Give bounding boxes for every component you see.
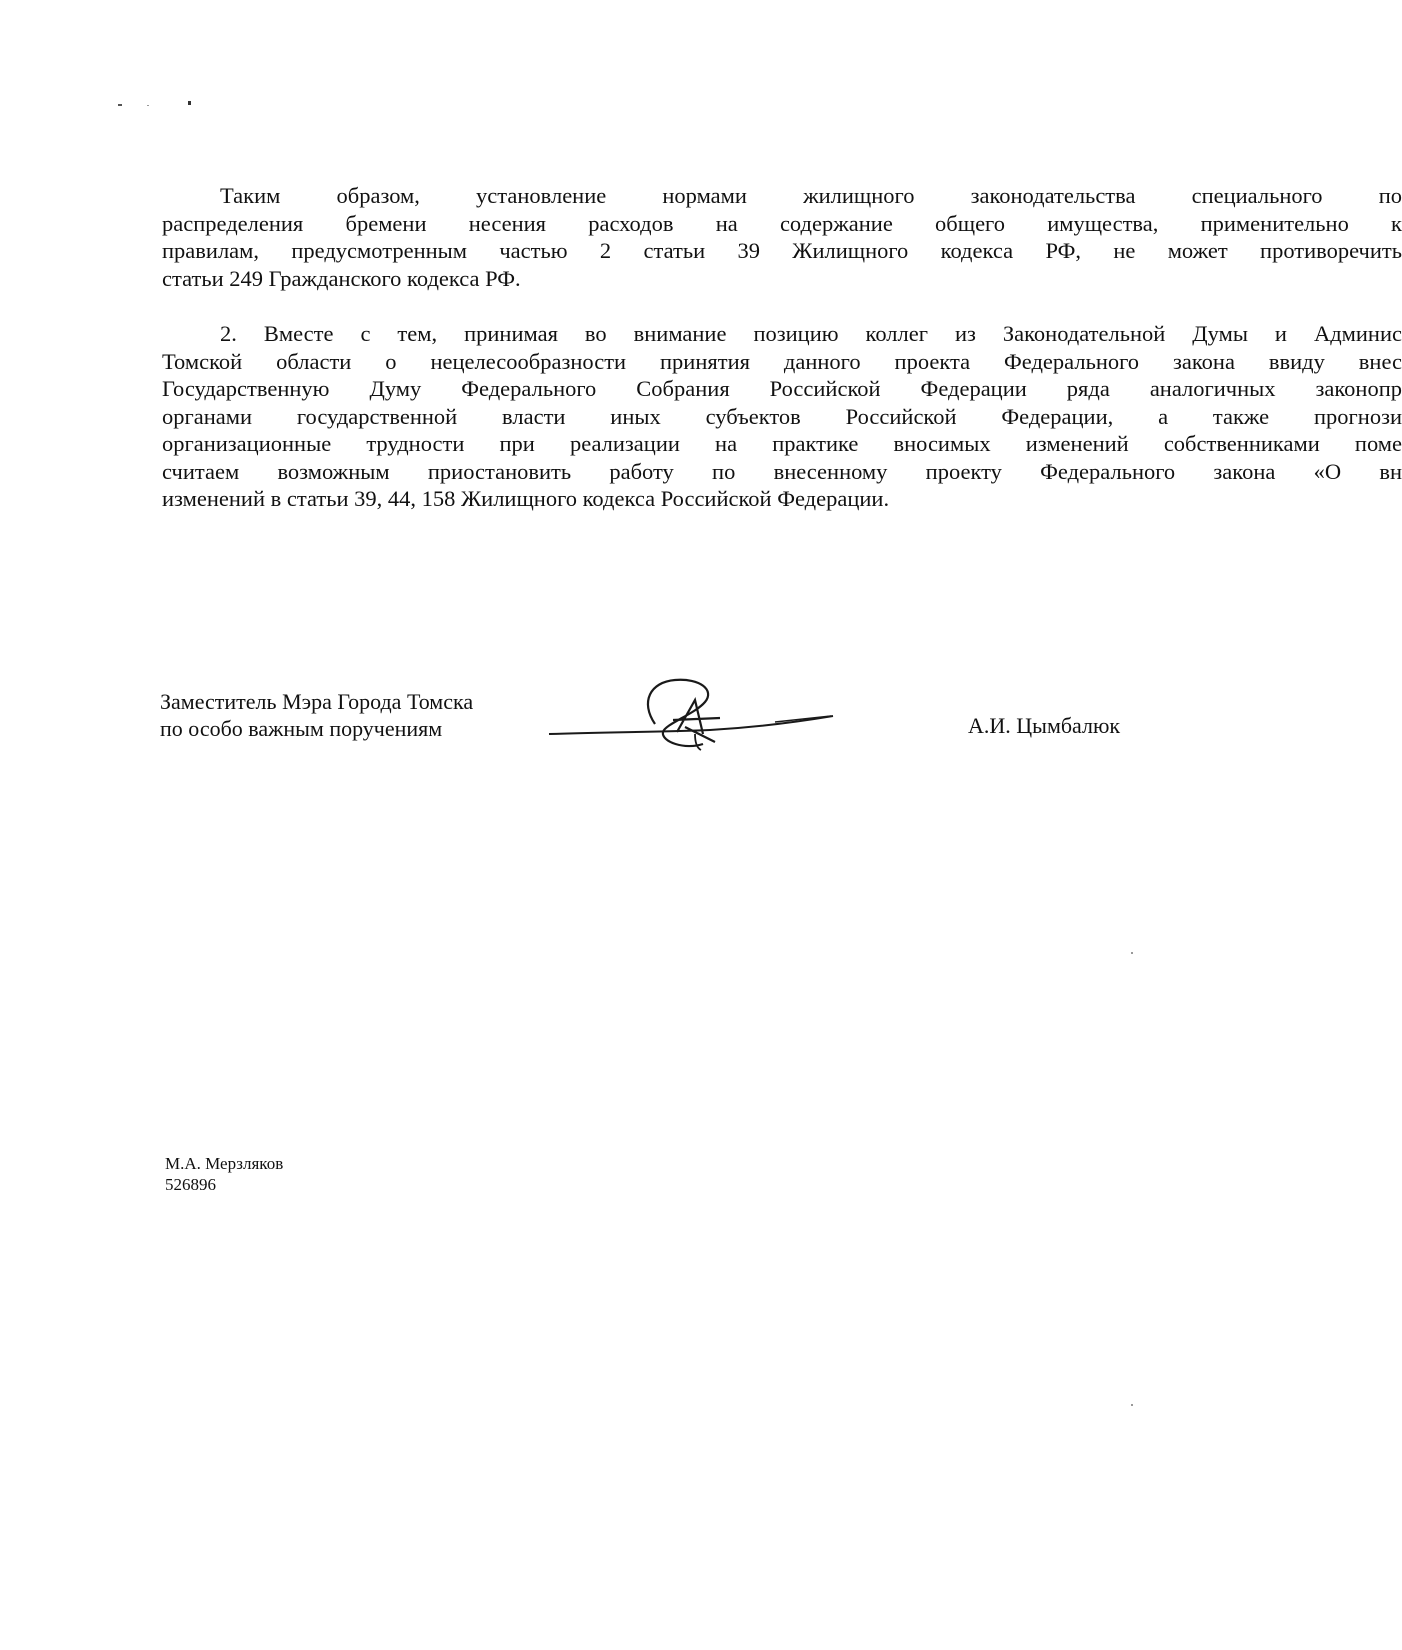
paragraph-2-line-5: организационные трудности при реализации на практике вносимых изменений собственниками поме [162, 431, 1402, 456]
paragraph-2 [162, 320, 1402, 513]
paragraph-2-line-7: изменений в статьи 39, 44, 158 Жилищного кодекса Российской Федерации. [162, 486, 890, 511]
paragraph-1-line-2: распределения бремени несения расходов на содержание общего имущества, применительно к [162, 210, 1402, 236]
signer-name: А.И. Цымбалюк [968, 713, 1121, 738]
executor-block [165, 1153, 283, 1195]
paragraph-1-line-1: Таким образом, установление нормами жилищного законодательства специального по [220, 183, 1402, 208]
scan-speck [1131, 952, 1133, 954]
signatory-title [160, 688, 473, 742]
paragraph-2-line-4: органами государственной власти иных субъектов Российской Федерации, а также прогнози [162, 403, 1402, 429]
scan-marks [110, 95, 210, 115]
paragraph-2-line-1: 2. Вместе с тем, принимая во внимание позицию коллег из Законодательной Думы и Админис [220, 321, 1402, 346]
scan-speck [1131, 1404, 1133, 1406]
signatory-title-line-2: по особо важным поручениям [160, 716, 443, 741]
paragraph-1-line-3: правилам, предусмотренным частью 2 статьи 39 Жилищного кодекса РФ, не может противоречить [162, 238, 1402, 263]
signatory-title-line-1: Заместитель Мэра Города Томска [160, 689, 474, 714]
handwritten-signature [545, 672, 840, 762]
paragraph-2-line-3: Государственную Думу Федерального Собрания Российской Федерации ряда аналогичных законопр [162, 376, 1402, 401]
paragraph-1-line-4: статьи 249 Гражданского кодекса РФ. [162, 265, 521, 291]
executor-name: М.А. Мерзляков [165, 1154, 284, 1173]
paragraph-1 [162, 182, 1402, 292]
paragraph-2-line-2: Томской области о нецелесообразности принятия данного проекта Федерального закона ввиду внес [162, 348, 1402, 374]
paragraph-2-line-6: считаем возможным приостановить работу по внесенному проекту Федерального закона «О вн [162, 458, 1402, 484]
letter-body [162, 182, 1402, 513]
executor-phone: 526896 [165, 1175, 216, 1194]
